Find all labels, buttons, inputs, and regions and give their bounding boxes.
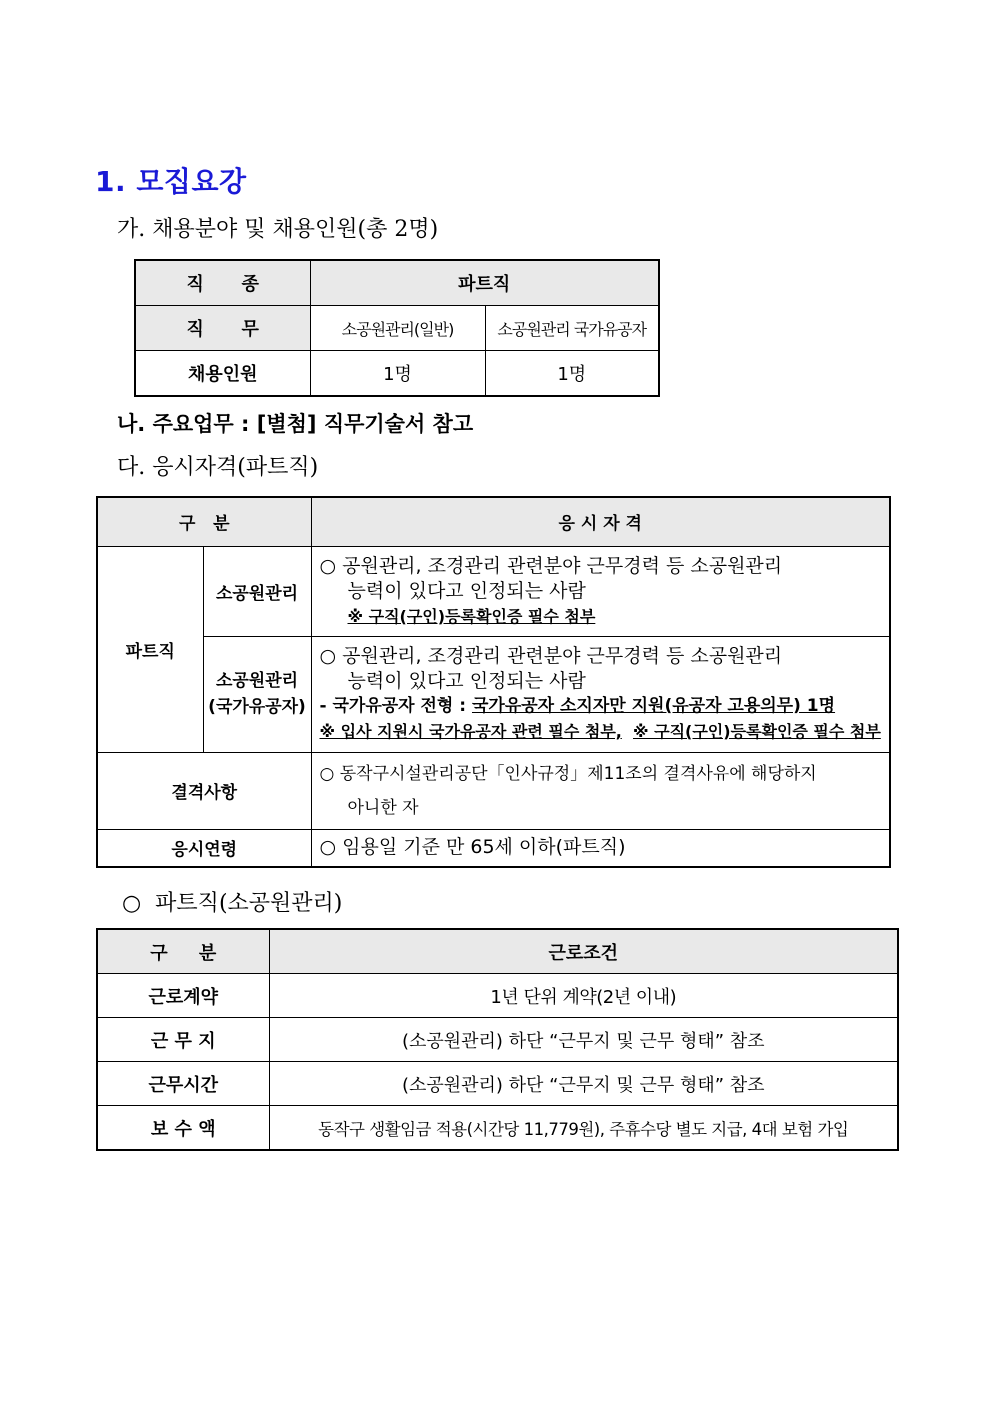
conditions-category-header: 구 분 (97, 929, 269, 974)
salary-label: 보 수 액 (97, 1106, 269, 1151)
table-row (97, 1062, 898, 1106)
duty-general: 소공원관리(일반) (310, 306, 485, 351)
row2-line1: ○ 공원관리, 조경관리 관련분야 근무경력 등 소공원관리 (319, 645, 783, 667)
job-type-value: 파트직 (310, 260, 659, 306)
age-content (311, 829, 890, 867)
conditions-header: 근로조건 (269, 929, 898, 974)
row2-notes: ※ 입사 지원시 국가유공자 관련 필수 첨부, ※ 구직(구인)등록확인증 필수 첨부 (319, 722, 881, 741)
age-label: 응시연령 (97, 829, 311, 867)
disqualification-content (311, 752, 890, 829)
headcount-general: 1명 (310, 351, 485, 397)
age-value: ○ 임용일 기준 만 65세 이하(파트직) (319, 836, 626, 859)
recruitment-table (134, 259, 660, 397)
row2-label-line1: 소공원관리 (215, 671, 299, 691)
salary-value: 동작구 생활임금 적용(시간당 11,779원), 주휴수당 별도 지급, 4대 보험 가입 (269, 1106, 898, 1151)
contract-label: 근로계약 (97, 974, 269, 1018)
headcount-header: 채용인원 (135, 351, 310, 397)
row1-line1: ○ 공원관리, 조경관리 관련분야 근무경력 등 소공원관리 (319, 554, 783, 577)
row2-label (203, 636, 311, 752)
working-conditions-table (96, 928, 899, 1151)
section-d-title: ○ 파트직(소공원관리) (122, 891, 343, 916)
workplace-value: (소공원관리) 하단 “근무지 및 근무 형태” 참조 (269, 1018, 898, 1062)
row2-line3: - 국가유공자 전형 : 국가유공자 소지자만 지원(유공자 고용의무) 1명 (319, 696, 836, 716)
parttime-group-label: 파트직 (97, 546, 203, 752)
table-row (97, 974, 898, 1018)
row2-line2: 능력이 있다고 인정되는 사람 (347, 670, 586, 692)
qualification-table (96, 496, 891, 868)
disqualification-label: 결격사항 (97, 752, 311, 829)
hours-value: (소공원관리) 하단 “근무지 및 근무 형태” 참조 (269, 1062, 898, 1106)
hours-label: 근무시간 (97, 1062, 269, 1106)
headcount-veteran: 1명 (485, 351, 659, 397)
duty-veteran: 소공원관리 국가유공자 (485, 306, 659, 351)
section-a-title: 가. 채용분야 및 채용인원(총 2명) (117, 217, 439, 242)
row1-content (311, 546, 890, 636)
job-type-header: 직 종 (135, 260, 310, 306)
row1-line2: 능력이 있다고 인정되는 사람 (347, 579, 586, 602)
workplace-label: 근 무 지 (97, 1018, 269, 1062)
row1-label: 소공원관리 (203, 546, 311, 636)
row2-content (311, 636, 890, 752)
table-row (97, 1106, 898, 1151)
row2-label-line2: (국가유공자) (208, 697, 306, 717)
duty-header: 직 무 (135, 306, 310, 351)
disq-line1: ○ 동작구시설관리공단「인사규정」제11조의 결격사유에 해당하지 (319, 763, 817, 784)
section-c-title: 다. 응시자격(파트직) (117, 455, 319, 480)
contract-value: 1년 단위 계약(2년 이내) (269, 974, 898, 1018)
qualification-header: 응 시 자 격 (311, 497, 890, 546)
row1-note: ※ 구직(구인)등록확인증 필수 첨부 (347, 606, 596, 626)
table-row (97, 1018, 898, 1062)
category-header: 구 분 (97, 497, 311, 546)
page-title: 1. 모집요강 (95, 165, 247, 198)
disq-line2: 아니한 자 (347, 797, 419, 818)
section-b-title: 나. 주요업무 : [별첨] 직무기술서 참고 (117, 412, 474, 436)
